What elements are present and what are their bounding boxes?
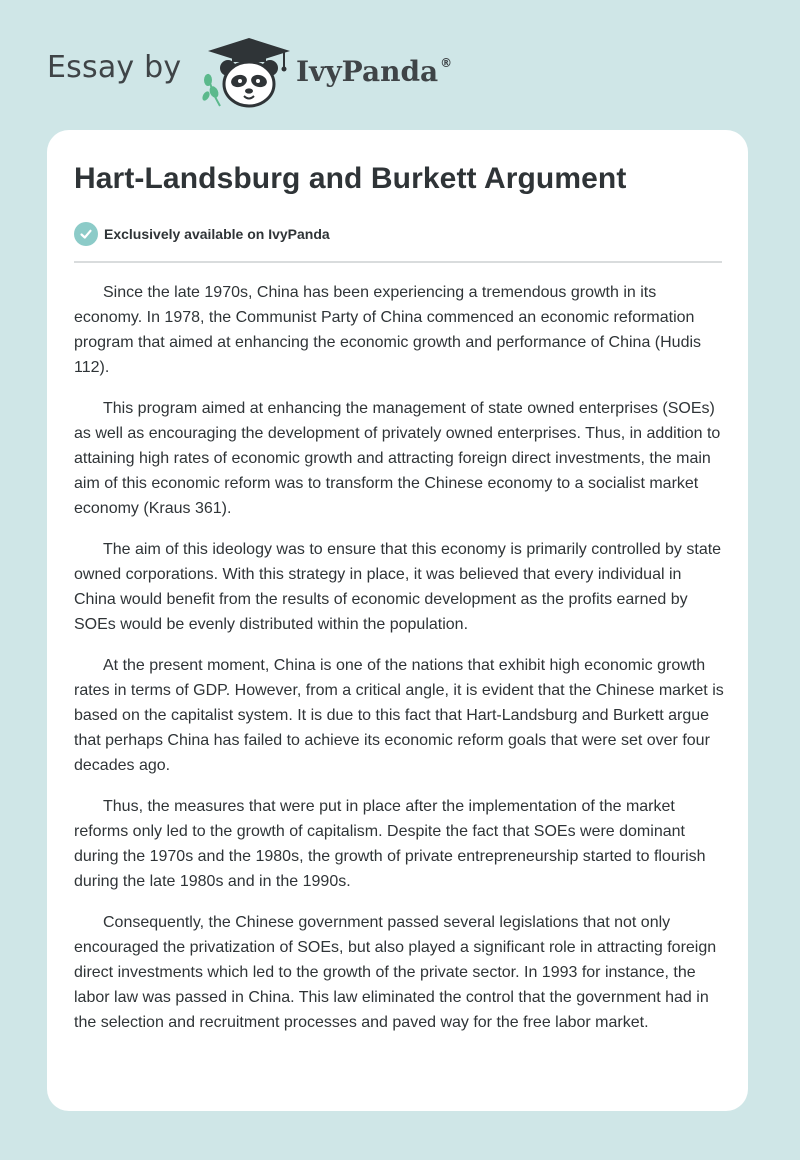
paragraph: The aim of this ideology was to ensure that this economy is primarily controlled by state owned corporations. With this strategy in place, it was believed that every individual in China would benefit from the results of economic development as the profits earned by SOEs would be evenly distributed within the population.: [74, 541, 722, 633]
site-header: [0, 0, 800, 130]
registered-mark: ®: [440, 56, 453, 70]
essay-card: [47, 130, 748, 1111]
essay-title: Hart-Landsburg and Burkett Argument: [74, 162, 627, 195]
brand-text: IvyPanda: [296, 55, 439, 88]
exclusive-badge-label: Exclusively available on IvyPanda: [104, 226, 330, 242]
brand-name[interactable]: [296, 55, 452, 88]
exclusive-badge: [74, 222, 330, 246]
essay-by-label: Essay by: [47, 50, 182, 85]
title-divider: [74, 261, 722, 263]
check-circle-icon: [74, 222, 98, 246]
panda-logo-icon[interactable]: [202, 36, 296, 110]
paragraph: Since the late 1970s, China has been experiencing a tremendous growth in its economy. In 1978, the Communist Party of China commenced an economic reformation program that aimed at enhancing the economic growth and performance of China (Hudis 112).: [74, 284, 702, 376]
paragraph: Thus, the measures that were put in place after the implementation of the market reforms only led to the growth of capitalism. Despite the fact that SOEs were dominant during the 1970s and the 1980s, the growth of private entrepreneurship started to flourish during the late 1980s and in the 1990s.: [74, 798, 706, 890]
essay-body: [74, 280, 726, 1051]
paragraph: This program aimed at enhancing the management of state owned enterprises (SOEs) as well as encouraging the development of privately owned enterprises. Thus, in addition to attaining high rates of economic growth and attracting foreign direct investments, the main aim of this economic reform was to transform the Chinese economy to a socialist market economy (Kraus 361).: [74, 400, 721, 517]
paragraph: Consequently, the Chinese government passed several legislations that not only encouraged the privatization of SOEs, but also played a significant role in attracting foreign direct investments which led to the growth of the private sector. In 1993 for instance, the labor law was passed in China. This law eliminated the control that the government had in the selection and recruitment processes and paved way for the free labor market.: [74, 914, 717, 1031]
paragraph: At the present moment, China is one of the nations that exhibit high economic growth rates in terms of GDP. However, from a critical angle, it is evident that the Chinese market is based on the capitalist system. It is due to this fact that Hart-Landsburg and Burkett argue that perhaps China has failed to achieve its economic reform goals that were set over four decades ago.: [74, 657, 724, 774]
